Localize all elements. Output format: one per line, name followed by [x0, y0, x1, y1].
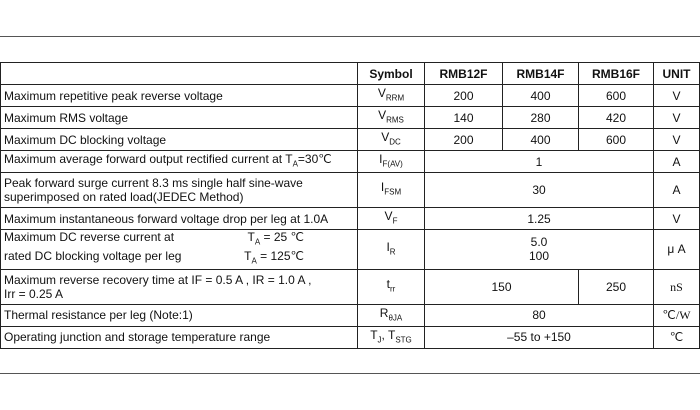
header-rmb14f: RMB14F [503, 63, 579, 85]
unit-cell: A [654, 151, 700, 173]
ratings-table [0, 62, 700, 349]
table-row [1, 151, 700, 173]
param-label: Maximum RMS voltage [1, 107, 358, 129]
param-label: Thermal resistance per leg (Note:1) [1, 304, 358, 326]
header-param [1, 63, 358, 85]
header-rmb16f: RMB16F [579, 63, 654, 85]
value-merged: 80 [425, 304, 654, 326]
symbol-cell: $R_{\theta JA}$ [358, 304, 425, 326]
symbol-cell: $V_{RRM}$ [358, 85, 425, 107]
value-rmb12f: 200 [425, 85, 503, 107]
unit-cell: V [654, 129, 700, 151]
symbol-cell: $I_{FSM}$ [358, 173, 425, 208]
param-label: Maximum reverse recovery time at IF = 0.5 A , IR = 1.0 A , Irr = 0.25 A [1, 269, 358, 304]
table-row [1, 85, 700, 107]
value-merged: –55 to +150 [425, 326, 654, 348]
value-rmb16f: 600 [579, 129, 654, 151]
unit-cell: V [654, 208, 700, 230]
table-row [1, 304, 700, 326]
unit-cell: V [654, 85, 700, 107]
table-row [1, 326, 700, 348]
header-symbol: Symbol [358, 63, 425, 85]
param-label: Maximum repetitive peak reverse voltage [1, 85, 358, 107]
value-merged: 1 [425, 151, 654, 173]
unit-cell: ℃/W [654, 304, 700, 326]
value-rmb12f: 140 [425, 107, 503, 129]
table-row [1, 129, 700, 151]
symbol-cell: $V_{DC}$ [358, 129, 425, 151]
param-label: Peak forward surge current 8.3 ms single half sine-wave superimposed on rated load(JEDEC Method) [1, 173, 358, 208]
table-row [1, 173, 700, 208]
bottom-rule [0, 373, 700, 374]
table-row [1, 107, 700, 129]
param-label: Maximum instantaneous forward voltage drop per leg at 1.0A [1, 208, 358, 230]
param-label: Operating junction and storage temperature range [1, 326, 358, 348]
symbol-cell: $T_J$, $T_{STG}$ [358, 326, 425, 348]
value-rmb14f: 280 [503, 107, 579, 129]
value-rmb14f: 400 [503, 85, 579, 107]
symbol-cell: $t_{rr}$ [358, 269, 425, 304]
value-rmb14f: 400 [503, 129, 579, 151]
value-rmb12f-14f: 150 [425, 269, 579, 304]
value-rmb16f: 600 [579, 85, 654, 107]
symbol-cell: $I_{F(AV)}$ [358, 151, 425, 173]
symbol-cell: $V_F$ [358, 208, 425, 230]
table-header-row [1, 63, 700, 85]
param-label: Maximum DC reverse current at $T_A = 25$ ℃ rated DC blocking voltage per leg $T_A$ = 125℃ [1, 230, 358, 270]
unit-cell: A [654, 173, 700, 208]
unit-cell: nS [654, 269, 700, 304]
value-merged: 5.0 100 [425, 230, 654, 270]
unit-cell: μ A [654, 230, 700, 270]
symbol-cell: $I_R$ [358, 230, 425, 270]
unit-cell: V [654, 107, 700, 129]
table-row [1, 208, 700, 230]
header-rmb12f: RMB12F [425, 63, 503, 85]
header-unit: UNIT [654, 63, 700, 85]
table-row [1, 269, 700, 304]
top-rule [0, 36, 700, 37]
table-row [1, 230, 700, 270]
value-merged: 30 [425, 173, 654, 208]
value-rmb16f: 250 [579, 269, 654, 304]
param-label: Maximum DC blocking voltage [1, 129, 358, 151]
value-rmb12f: 200 [425, 129, 503, 151]
value-merged: 1.25 [425, 208, 654, 230]
unit-cell: ℃ [654, 326, 700, 348]
symbol-cell: $V_{RMS}$ [358, 107, 425, 129]
param-label: Maximum average forward output rectified current at $T_A=30℃$ [1, 151, 358, 173]
value-rmb16f: 420 [579, 107, 654, 129]
